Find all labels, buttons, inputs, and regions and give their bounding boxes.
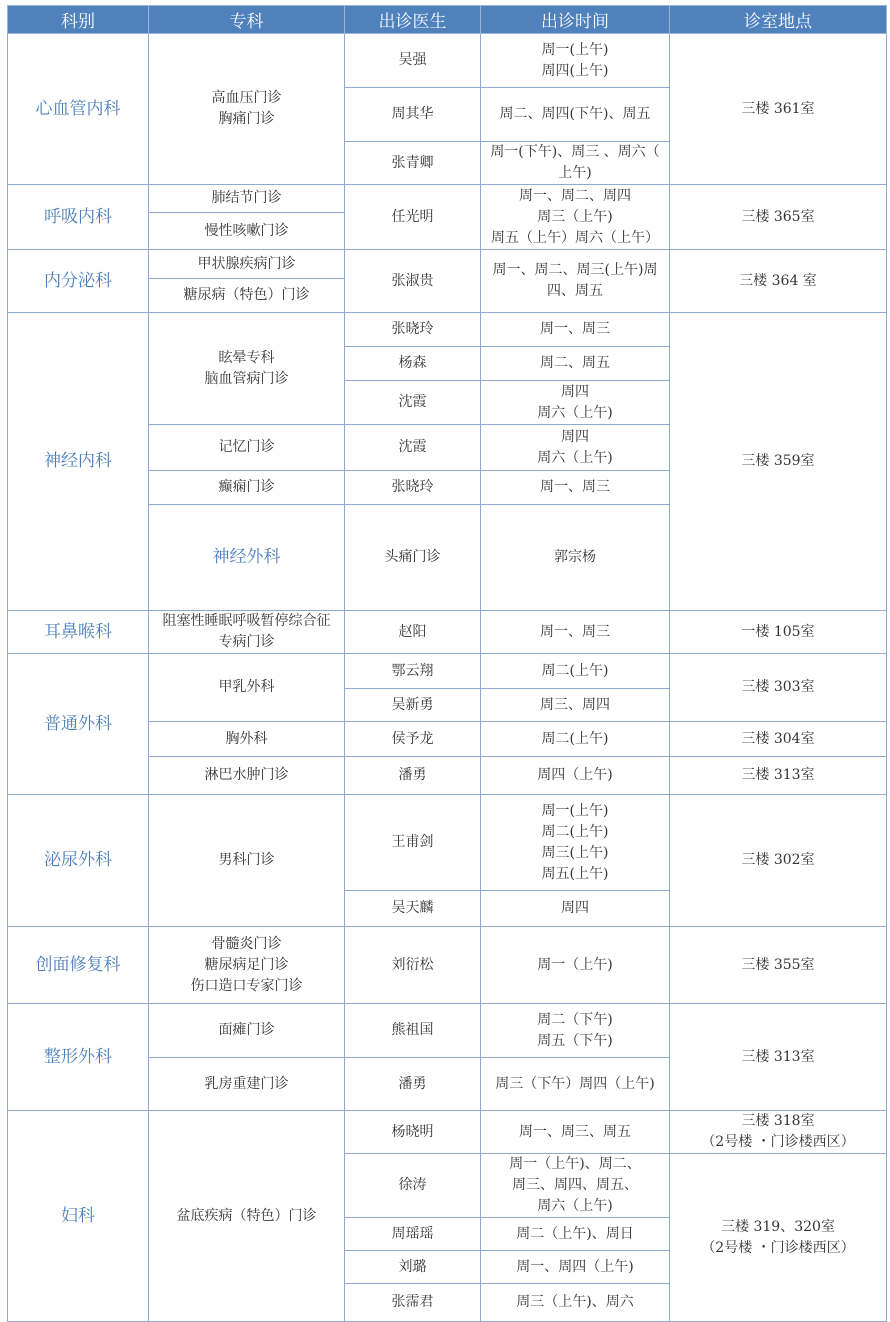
specialty-text: 胸痛门诊 (218, 111, 275, 127)
room-cell (670, 757, 887, 795)
time-text: 周四 (561, 383, 589, 400)
dept-text: 神经外科 (212, 547, 281, 567)
time-cell (481, 1251, 670, 1284)
doctor-cell (345, 1251, 481, 1284)
time-text: 周三、周四 (540, 696, 610, 713)
doctor-text: 任光明 (391, 208, 434, 225)
doctor-cell (345, 795, 481, 891)
doctor-text: 张淑贵 (391, 272, 434, 289)
time-cell (481, 471, 670, 505)
room-cell (670, 722, 887, 757)
time-text: 周一、周二、周三(上午)周 (492, 262, 658, 278)
dept-text: 妇科 (61, 1205, 95, 1226)
time-text: 周四 (561, 900, 589, 916)
dept-cell (8, 250, 149, 313)
room-text: 三楼 302室 (741, 852, 815, 868)
doctor-cell (345, 471, 481, 505)
doctor-cell (345, 722, 481, 757)
doctor-text: 刘璐 (398, 1258, 427, 1275)
time-cell (481, 654, 670, 689)
time-cell (481, 142, 670, 185)
time-text: 上午) (558, 165, 592, 181)
dept-text: 泌尿外科 (44, 850, 112, 870)
specialty-cell (149, 1004, 345, 1058)
doctor-cell (345, 425, 481, 471)
doctor-cell (481, 505, 670, 611)
time-text: 周一、周四（上午) (516, 1258, 634, 1275)
time-text: 周三（上午)、周六 (516, 1294, 634, 1310)
specialty-text: 糖尿病（特色）门诊 (183, 287, 310, 303)
doctor-text: 吴天麟 (391, 900, 434, 916)
specialty-text: 高血压门诊 (211, 90, 282, 106)
time-text: 周六（上午) (537, 449, 613, 466)
table-row (8, 795, 887, 891)
dept-text: 整形外科 (44, 1046, 112, 1067)
doctor-text: 周瑶瑶 (391, 1225, 434, 1242)
doctor-text: 鄂云翔 (391, 662, 434, 679)
room-text: 三楼 304室 (741, 730, 815, 747)
time-text: 周一、周三 (540, 321, 610, 337)
specialty-text: 糖尿病足门诊 (204, 956, 289, 973)
clinic-schedule-table (7, 5, 887, 1322)
specialty-cell (149, 471, 345, 505)
doctor-text: 郭宗杨 (554, 549, 596, 565)
doctor-cell (345, 142, 481, 185)
time-text: 周二（上午)、周日 (516, 1225, 634, 1242)
header-row (8, 6, 887, 34)
time-text: 周一(上午) (541, 802, 609, 819)
room-text: 三楼 361室 (741, 100, 815, 117)
time-text: 周一(上午) (541, 41, 609, 58)
specialty-text: 头痛门诊 (384, 549, 441, 565)
time-cell (481, 1111, 670, 1154)
header-specialty: 专科 (149, 6, 345, 34)
specialty-cell (149, 795, 345, 927)
room-cell (670, 654, 887, 722)
specialty-text: 骨髓炎门诊 (211, 935, 282, 952)
room-cell (670, 1111, 887, 1154)
room-cell (670, 1154, 887, 1322)
table-row (8, 250, 887, 279)
time-text: 周二(上午) (541, 730, 609, 747)
specialty-text: 面瘫门诊 (218, 1022, 275, 1038)
doctor-cell (345, 611, 481, 654)
doctor-cell (345, 185, 481, 250)
doctor-cell (345, 88, 481, 142)
specialty-cell (149, 213, 345, 250)
specialty-text: 甲状腺疾病门诊 (197, 255, 296, 272)
doctor-cell (345, 927, 481, 1004)
dept-cell (8, 927, 149, 1004)
doctor-text: 潘勇 (398, 767, 427, 783)
specialty-cell (149, 279, 345, 313)
time-text: 周一、周三、周五 (519, 1123, 631, 1140)
doctor-cell (345, 1284, 481, 1322)
doctor-cell (345, 689, 481, 722)
specialty-text: 阻塞性睡眠呼吸暂停综合征 (162, 613, 331, 629)
time-text: 周五（上午）周六（上午） (491, 229, 659, 246)
doctor-text: 潘勇 (398, 1075, 427, 1092)
time-text: 周四 (561, 428, 589, 445)
doctor-cell (345, 1111, 481, 1154)
room-text: 三楼 303室 (741, 679, 815, 695)
specialty-cell (149, 1111, 345, 1322)
dept-cell (8, 1111, 149, 1322)
time-text: 周三（下午）周四（上午) (495, 1075, 655, 1092)
specialty-cell (149, 34, 345, 185)
table-row (8, 1111, 887, 1154)
time-cell (481, 927, 670, 1004)
dept-text: 心血管内科 (35, 98, 121, 119)
dept-text: 内分泌科 (44, 270, 112, 291)
room-cell (670, 250, 887, 313)
time-cell (481, 381, 670, 425)
room-cell (670, 313, 887, 611)
time-text: 周六（上午) (537, 1198, 613, 1214)
doctor-text: 周其华 (391, 106, 434, 122)
time-cell (481, 425, 670, 471)
time-text: 周五（下午) (537, 1032, 613, 1049)
table-row (8, 654, 887, 689)
table-row (8, 927, 887, 1004)
doctor-text: 吴强 (398, 52, 427, 68)
time-cell (481, 1284, 670, 1322)
specialty-text: 脑血管病门诊 (204, 370, 289, 387)
time-cell (481, 757, 670, 795)
time-text: 周四（上午) (537, 767, 613, 783)
time-cell (481, 891, 670, 927)
room-text: 三楼 365室 (741, 208, 815, 225)
room-text: 三楼 313室 (741, 767, 815, 783)
time-cell (481, 1218, 670, 1251)
specialty-text: 伤口造口专家门诊 (190, 977, 303, 994)
dept-cell (8, 795, 149, 927)
header-time: 出诊时间 (481, 6, 670, 34)
time-text: 周一（上午)、周二、 (509, 1156, 641, 1172)
doctor-cell (345, 1004, 481, 1058)
room-cell (670, 795, 887, 927)
doctor-text: 徐涛 (398, 1177, 427, 1193)
time-text: 周三(上午) (541, 844, 609, 861)
dept-text: 创面修复科 (35, 954, 121, 975)
header-doctor: 出诊医生 (345, 6, 481, 34)
room-text: 三楼 319、320室 (721, 1218, 835, 1235)
room-text: 三楼 318室 (741, 1113, 815, 1129)
specialty-text: 男科门诊 (218, 852, 275, 868)
room-text: 三楼 313室 (741, 1048, 815, 1065)
specialty-cell (149, 927, 345, 1004)
room-cell (670, 1004, 887, 1111)
time-text: 周一(下午)、周三 、周六（ (490, 144, 660, 160)
doctor-cell (345, 891, 481, 927)
time-text: 周四(上午) (541, 62, 609, 79)
doctor-text: 张晓玲 (391, 479, 434, 495)
table-body (8, 34, 887, 1322)
time-text: 周六（上午) (537, 404, 613, 421)
specialty-cell (345, 505, 481, 611)
time-text: 周三、周四、周五、 (512, 1177, 638, 1193)
specialty-text: 胸外科 (225, 730, 268, 747)
time-cell (481, 313, 670, 347)
time-cell (481, 689, 670, 722)
dept-cell (8, 34, 149, 185)
doctor-cell (345, 250, 481, 313)
doctor-cell (345, 1058, 481, 1111)
specialty-cell (149, 313, 345, 425)
doctor-text: 赵阳 (398, 623, 427, 640)
time-text: 周一、周二、周四 (519, 187, 631, 204)
time-cell (481, 88, 670, 142)
specialty-text: 专病门诊 (218, 634, 275, 650)
specialty-text: 盆底疾病（特色）门诊 (176, 1207, 317, 1224)
table-row (8, 1004, 887, 1058)
time-text: 周一（上午) (537, 956, 613, 973)
header-room: 诊室地点 (670, 6, 887, 34)
time-cell (481, 611, 670, 654)
table-row (8, 185, 887, 213)
doctor-cell (345, 1218, 481, 1251)
dept-text: 普通外科 (44, 713, 112, 734)
specialty-cell (149, 425, 345, 471)
specialty-cell (149, 611, 345, 654)
doctor-cell (345, 381, 481, 425)
doctor-text: 沈霞 (398, 439, 427, 455)
room-cell (670, 611, 887, 654)
time-cell (481, 1004, 670, 1058)
dept-text: 耳鼻喉科 (44, 621, 112, 642)
specialty-cell (149, 654, 345, 722)
doctor-text: 张青卿 (391, 154, 434, 171)
time-text: 周二、周五 (540, 355, 610, 371)
specialty-text: 记忆门诊 (218, 439, 275, 455)
doctor-cell (345, 34, 481, 88)
time-text: 四、周五 (547, 283, 603, 299)
doctor-text: 张晓玲 (391, 321, 434, 337)
specialty-text: 乳房重建门诊 (204, 1075, 289, 1092)
doctor-text: 吴新勇 (391, 696, 434, 713)
time-cell (481, 250, 670, 313)
doctor-text: 张霈君 (391, 1294, 434, 1310)
time-cell (481, 185, 670, 250)
room-text: 三楼 355室 (741, 956, 815, 973)
specialty-cell (149, 722, 345, 757)
dept-cell (8, 185, 149, 250)
specialty-text: 眩晕专科 (218, 349, 275, 366)
time-text: 周二(上午) (541, 662, 609, 679)
specialty-text: 甲乳外科 (218, 679, 275, 695)
time-text: 周五(上午) (541, 865, 609, 882)
doctor-text: 杨森 (398, 355, 427, 371)
specialty-cell (149, 185, 345, 213)
specialty-cell (149, 757, 345, 795)
dept-cell (149, 505, 345, 611)
doctor-text: 侯予龙 (391, 730, 434, 747)
dept-text: 呼吸内科 (44, 206, 112, 227)
room-text: （2号楼 ・门诊楼西区） (701, 1239, 855, 1256)
specialty-text: 淋巴水肿门诊 (204, 767, 289, 783)
specialty-text: 慢性咳嗽门诊 (204, 222, 289, 239)
table-row (8, 313, 887, 347)
table-row (8, 34, 887, 88)
doctor-cell (345, 347, 481, 381)
time-cell (481, 347, 670, 381)
time-text: 周二(上午) (541, 823, 609, 840)
doctor-cell (345, 654, 481, 689)
time-text: 周二（下午) (537, 1011, 613, 1028)
specialty-text: 肺结节门诊 (211, 190, 282, 206)
room-cell (670, 927, 887, 1004)
room-cell (670, 34, 887, 185)
dept-cell (8, 1004, 149, 1111)
doctor-text: 王甫剑 (391, 834, 434, 850)
room-text: 三楼 364 室 (739, 272, 817, 289)
dept-cell (8, 611, 149, 654)
table-row (8, 611, 887, 654)
table-header (8, 6, 887, 34)
time-text: 周一、周三 (540, 623, 610, 640)
specialty-text: 癫痫门诊 (218, 479, 275, 495)
time-cell (481, 722, 670, 757)
time-cell (481, 795, 670, 891)
dept-cell (8, 654, 149, 795)
room-cell (670, 185, 887, 250)
doctor-cell (345, 757, 481, 795)
dept-cell (8, 313, 149, 611)
doctor-text: 杨晓明 (391, 1123, 434, 1140)
time-cell (481, 1058, 670, 1111)
time-text: 周一、周三 (540, 479, 610, 495)
room-text: 一楼 105室 (741, 623, 815, 640)
time-text: 周二、周四(下午)、周五 (499, 106, 651, 122)
doctor-cell (345, 313, 481, 347)
time-cell (481, 34, 670, 88)
specialty-cell (149, 250, 345, 279)
room-text: （2号楼 ・门诊楼西区） (701, 1134, 855, 1150)
header-dept: 科别 (8, 6, 149, 34)
doctor-text: 刘衍松 (391, 956, 434, 973)
doctor-text: 沈霞 (398, 394, 427, 410)
time-text: 周三（上午) (537, 208, 613, 225)
room-text: 三楼 359室 (741, 453, 815, 469)
dept-text: 神经内科 (44, 451, 112, 471)
doctor-text: 熊祖国 (391, 1022, 434, 1038)
time-cell (481, 1154, 670, 1218)
doctor-cell (345, 1154, 481, 1218)
specialty-cell (149, 1058, 345, 1111)
